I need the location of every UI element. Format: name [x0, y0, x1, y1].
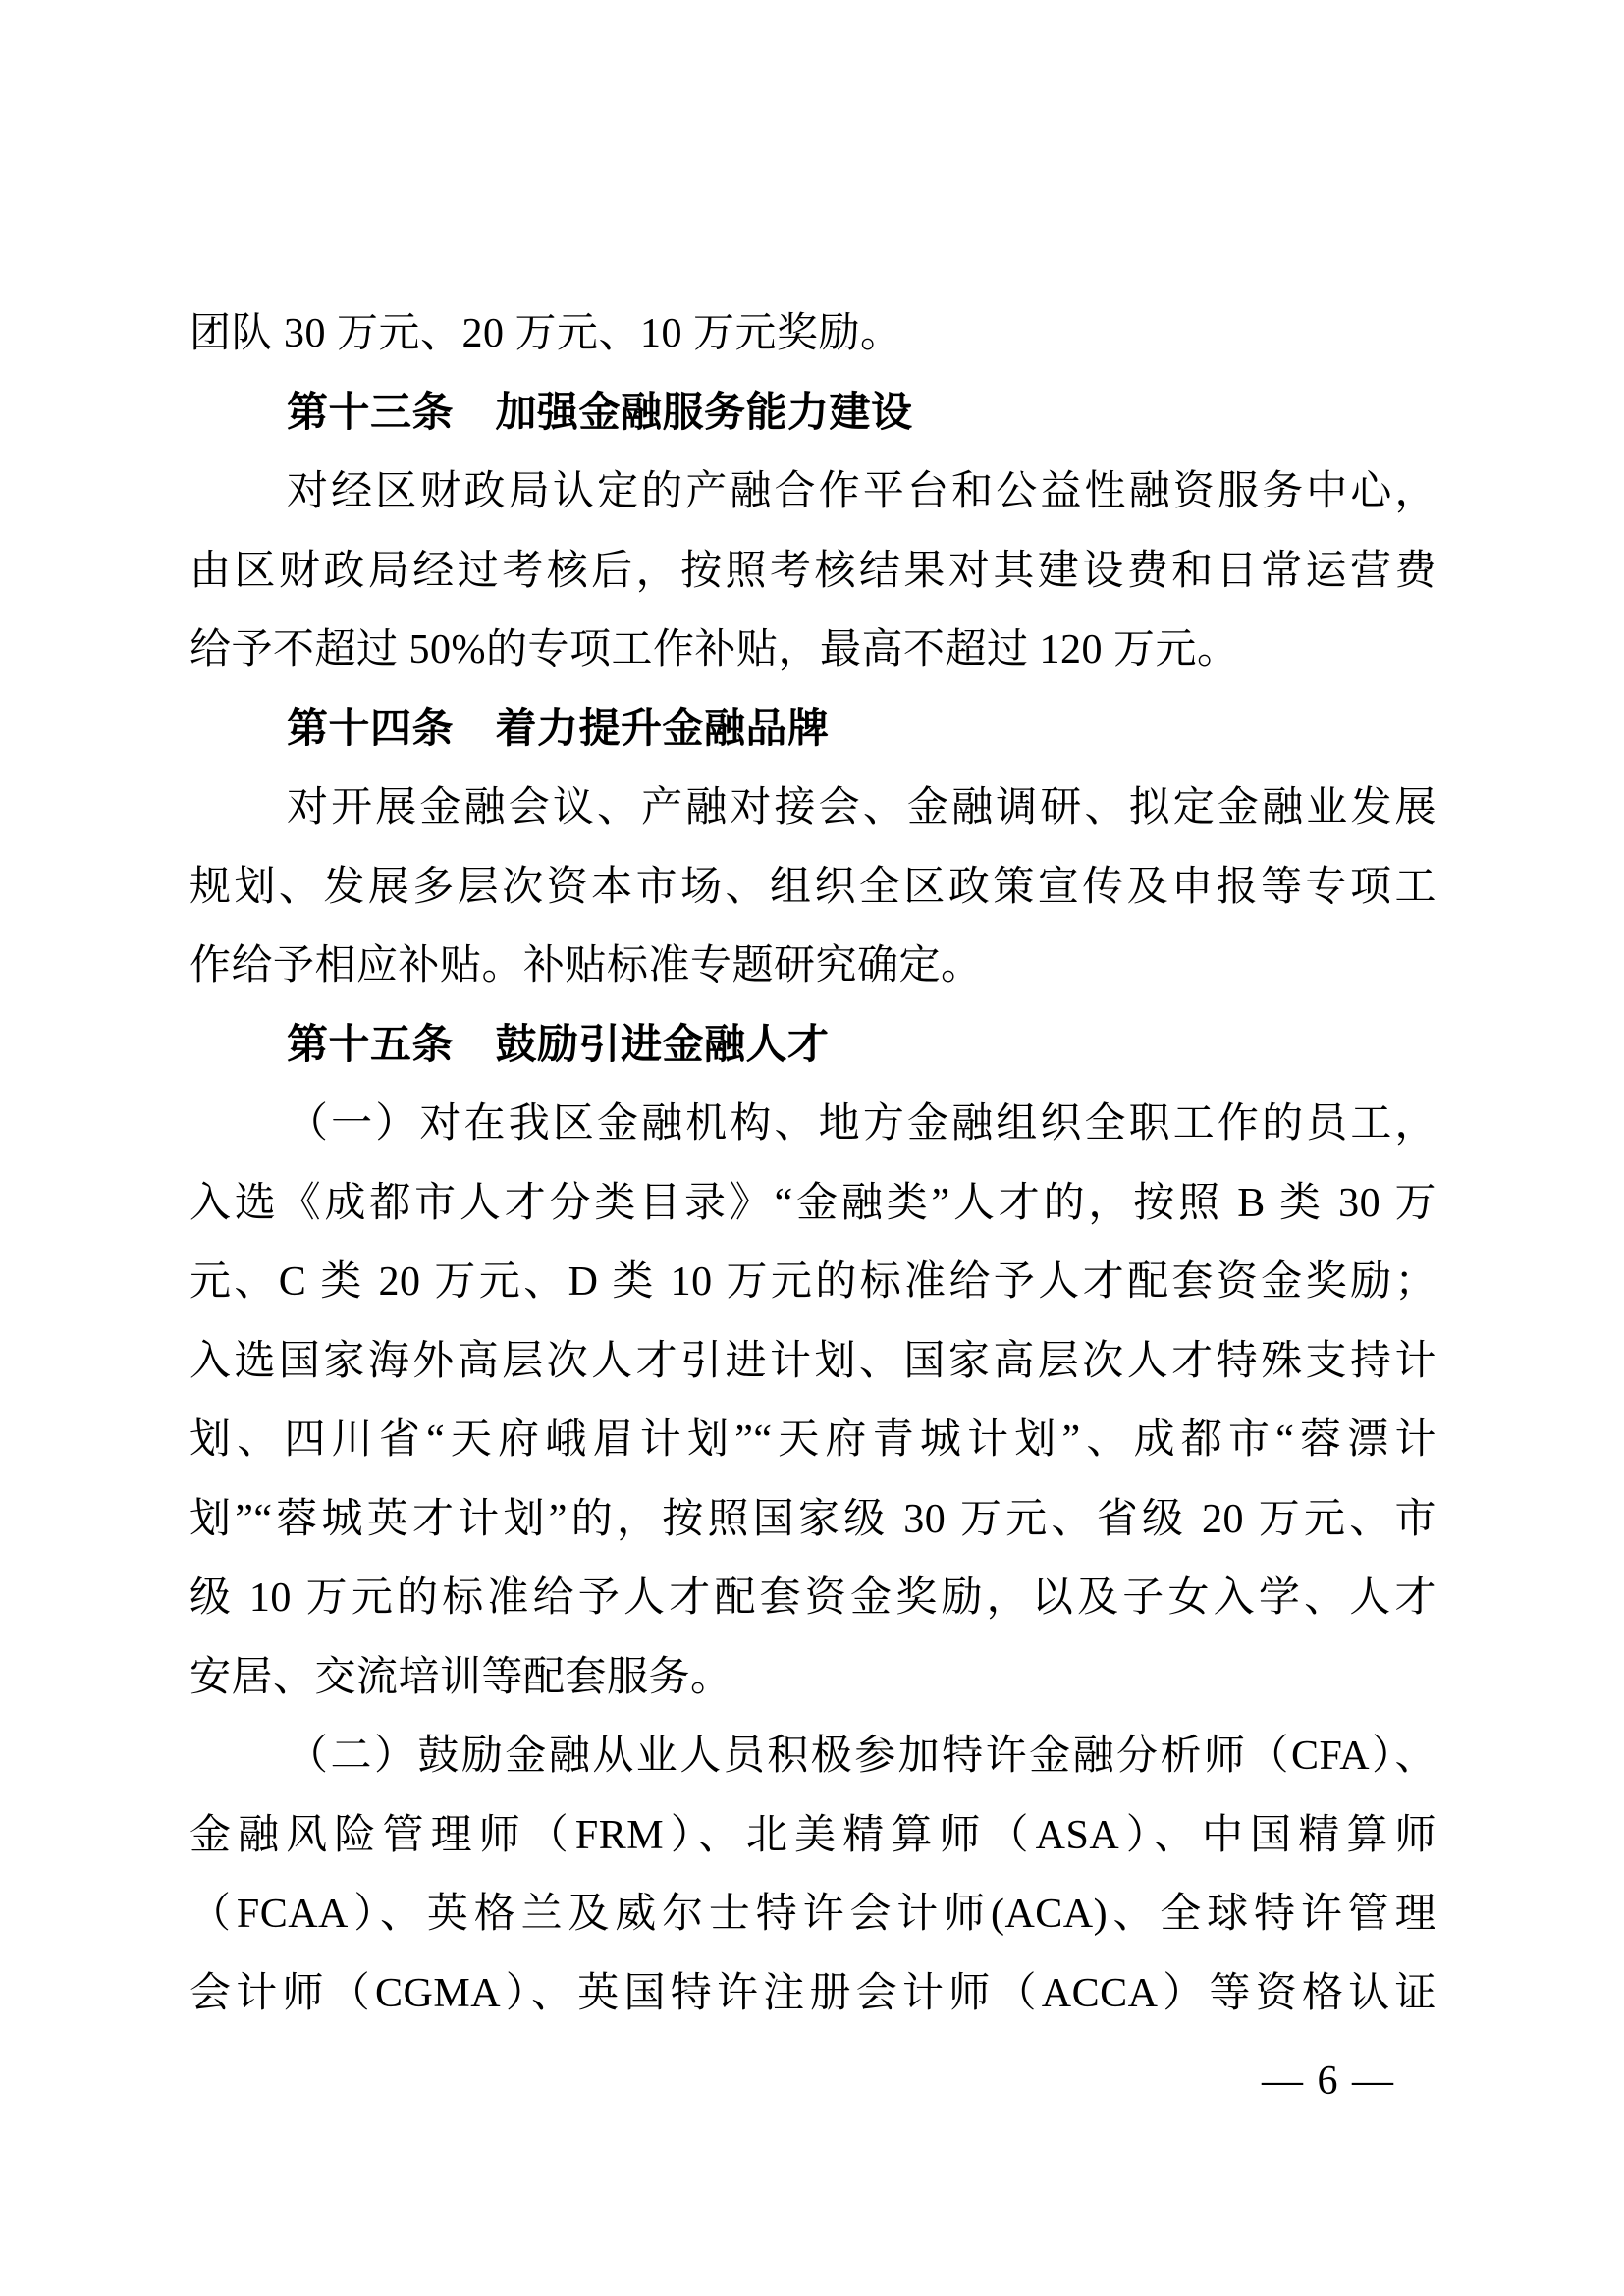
text-line: 入选国家海外高层次人才引进计划、国家高层次人才特殊支持计	[189, 1338, 1436, 1384]
article-heading: 第十五条 鼓励引进金融人才	[287, 1022, 830, 1068]
text-line: 会计师（CGMA）、英国特许注册会计师（ACCA）等资格认证	[189, 1970, 1436, 2016]
text-line: 团队 30 万元、20 万元、10 万元奖励。	[189, 311, 902, 356]
text-line: 对开展金融会议、产融对接会、金融调研、拟定金融业发展	[287, 785, 1436, 830]
text-line: （二）鼓励金融从业人员积极参加特许金融分析师（CFA）、	[287, 1734, 1436, 1779]
document-body	[189, 294, 1436, 2033]
text-line: 元、C 类 20 万元、D 类 10 万元的标准给予人才配套资金奖励；	[189, 1259, 1436, 1305]
text-line: 规划、发展多层次资本市场、组织全区政策宣传及申报等专项工	[189, 864, 1436, 910]
article-heading: 第十三条 加强金融服务能力建设	[287, 390, 913, 436]
text-line: 作给予相应补贴。补贴标准专题研究确定。	[189, 943, 983, 988]
text-line: 入选《成都市人才分类目录》“金融类”人才的，按照 B 类 30 万	[189, 1180, 1436, 1226]
text-line: 划、四川省“天府峨眉计划”“天府青城计划”、成都市“蓉漂计	[189, 1417, 1436, 1463]
text-line: 给予不超过 50%的专项工作补贴，最高不超过 120 万元。	[189, 627, 1239, 672]
article-heading: 第十四条 着力提升金融品牌	[287, 706, 830, 752]
text-line: 划”“蓉城英才计划”的，按照国家级 30 万元、省级 20 万元、市	[189, 1496, 1436, 1542]
text-line: 级 10 万元的标准给予人才配套资金奖励，以及子女入学、人才	[189, 1575, 1436, 1621]
text-line: 由区财政局经过考核后，按照考核结果对其建设费和日常运营费	[189, 548, 1436, 594]
page-number: — 6 —	[1262, 2058, 1395, 2104]
text-line: 对经区财政局认定的产融合作平台和公益性融资服务中心，	[287, 469, 1436, 514]
text-line: （一）对在我区金融机构、地方金融组织全职工作的员工，	[287, 1101, 1436, 1147]
text-line: 安居、交流培训等配套服务。	[189, 1654, 732, 1700]
text-line: 金融风险管理师（FRM）、北美精算师（ASA）、中国精算师	[189, 1812, 1436, 1858]
text-line: （FCAA）、英格兰及威尔士特许会计师(ACA)、全球特许管理	[189, 1892, 1436, 1937]
